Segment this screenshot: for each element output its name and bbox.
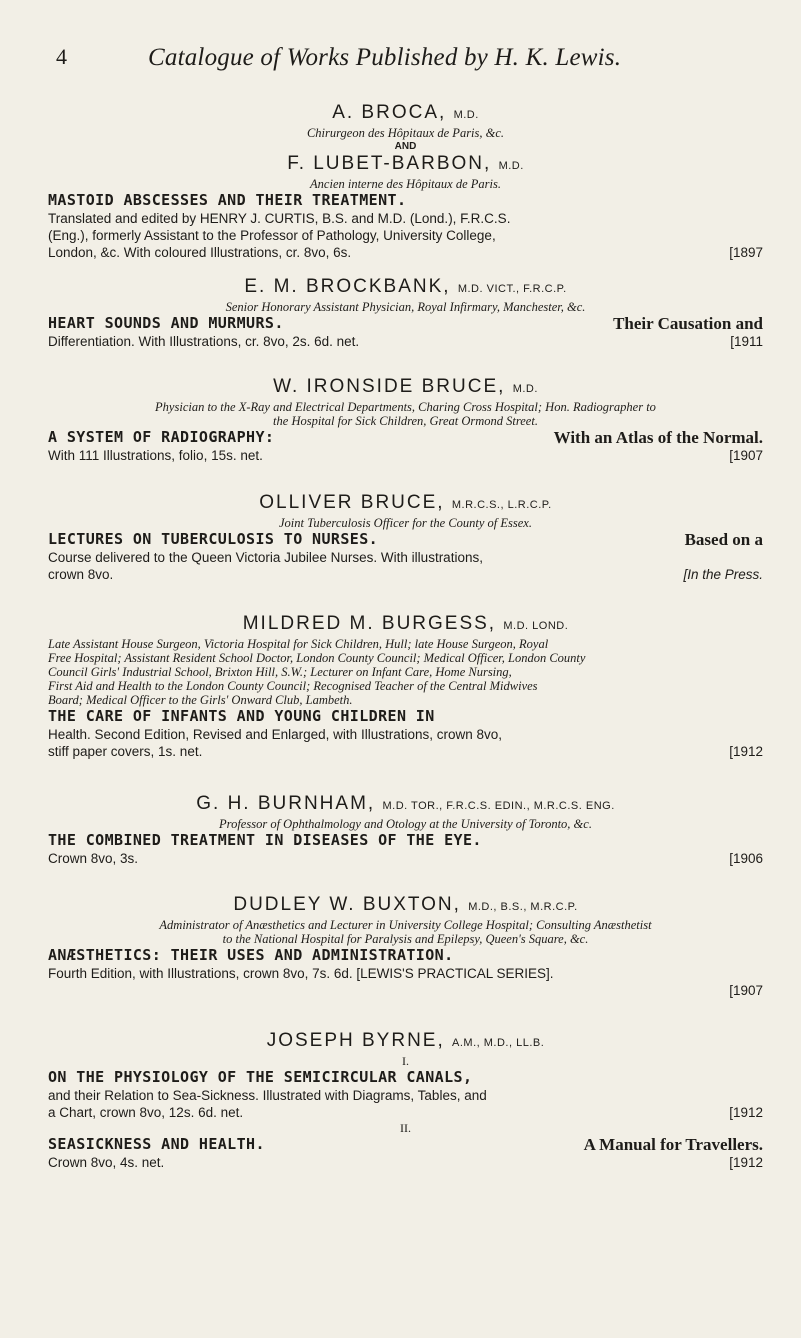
book-description: Health. Second Edition, Revised and Enlarged, with Illustrations, crown 8vo, stiff paper covers, 1s. net. [1912 [48, 727, 763, 759]
catalogue-entry-broca [48, 102, 763, 261]
author-name: F. LUBET-BARBON, M.D. [287, 153, 524, 174]
author-affiliation: Ancien interne des Hôpitaux de Paris. [310, 177, 501, 191]
author-name: JOSEPH BYRNE, A.M., M.D., LL.B. [266, 1030, 545, 1051]
book-description: Translated and edited by HENRY J. CURTIS, B.S. and M.D. (Lond.), F.R.C.S. (Eng.), formerly Assistant to the Professor of Pathology, University College, London, &c. With coloured Illustrations, cr. 8vo, 6s. [1897 [48, 211, 763, 260]
book-title: ON THE PHYSIOLOGY OF THE SEMICIRCULAR CANALS, [48, 1068, 473, 1086]
author-affiliation: Professor of Ophthalmology and Otology at the University of Toronto, &c. [219, 817, 592, 831]
book-description: and their Relation to Sea-Sickness. Illustrated with Diagrams, Tables, and a Chart, crown 8vo, 12s. 6d. net. [1912 [48, 1088, 763, 1120]
part-numeral: II. [400, 1121, 411, 1135]
book-description: With 111 Illustrations, folio, 15s. net. [1907 [48, 448, 763, 463]
and-separator: AND [394, 141, 417, 152]
book-description: Crown 8vo, 3s. [1906 [48, 851, 763, 866]
catalogue-entry-brockbank [48, 276, 763, 350]
part-numeral: I. [402, 1054, 409, 1068]
author-name: OLLIVER BRUCE, M.R.C.S., L.R.C.P. [259, 492, 552, 513]
author-affiliation: Senior Honorary Assistant Physician, Royal Infirmary, Manchester, &c. [225, 300, 586, 314]
author-affiliation: Chirurgeon des Hôpitaux de Paris, &c. [306, 126, 505, 140]
book-title: A SYSTEM OF RADIOGRAPHY: With an Atlas of the Normal. [48, 428, 763, 447]
catalogue-entry-byrne [48, 1030, 763, 1171]
book-title: HEART SOUNDS AND MURMURS. Their Causation and [48, 314, 763, 333]
author-affiliation: Physician to the X-Ray and Electrical Departments, Charing Cross Hospital; Hon. Radiographer to the Hospital for Sick Children, Great Ormond Street. [155, 400, 656, 428]
author-affiliation: Late Assistant House Surgeon, Victoria Hospital for Sick Children, Hull; late House Surgeon, Royal Free Hospital; Assistant Resident School Doctor, London County Council; Medical Officer, London County Council Girls' Industrial School, Brixton Hill, S.W.; Lecturer on Infant Care, Home Nursing, First Aid and Health to the London County Council; Recognised Teacher of the Central Midwives Board; Medical Officer to the Girls' Onward Club, Lambeth. [48, 637, 586, 707]
catalogue-entry-burnham [48, 793, 763, 867]
book-title: THE CARE OF INFANTS AND YOUNG CHILDREN IN [48, 707, 435, 725]
publication-year: [1912 [729, 1105, 763, 1120]
publication-year: [1907 [729, 983, 763, 998]
author-name: W. IRONSIDE BRUCE, M.D. [273, 376, 538, 397]
author-name: G. H. BURNHAM, M.D. TOR., F.R.C.S. EDIN., M.R.C.S. ENG. [196, 793, 615, 814]
book-title: THE COMBINED TREATMENT IN DISEASES OF THE EYE. [48, 831, 482, 849]
page-header [0, 44, 801, 84]
author-name: E. M. BROCKBANK, M.D. VICT., F.R.C.P. [244, 276, 567, 297]
author-affiliation: Administrator of Anæsthetics and Lecturer in University College Hospital; Consulting Anæsthetist to the National Hospital for Paralysis and Epilepsy, Queen's Square, &c. [159, 918, 652, 946]
author-name: A. BROCA, M.D. [332, 102, 479, 123]
publication-year: [1912 [729, 1155, 763, 1170]
catalogue-entry-ironside-bruce [48, 376, 763, 464]
catalogue-entry-burgess [48, 613, 763, 760]
publication-year: [1911 [730, 334, 763, 349]
author-name: DUDLEY W. BUXTON, M.D., B.S., M.R.C.P. [233, 894, 578, 915]
book-description: Fourth Edition, with Illustrations, crown 8vo, 7s. 6d. [LEWIS'S PRACTICAL SERIES]. [1907 [48, 966, 763, 998]
page-number: 4 [56, 44, 67, 69]
book-description: Differentiation. With Illustrations, cr. 8vo, 2s. 6d. net. [1911 [48, 334, 763, 349]
book-description: Crown 8vo, 4s. net. [1912 [48, 1155, 763, 1170]
catalogue-entry-olliver-bruce [48, 492, 763, 583]
publication-status: [In the Press. [683, 567, 763, 582]
running-title: Catalogue of Works Published by H. K. Lewis. [148, 44, 622, 71]
publication-year: [1897 [729, 245, 763, 260]
book-title: MASTOID ABSCESSES AND THEIR TREATMENT. [48, 191, 407, 209]
author-affiliation: Joint Tuberculosis Officer for the County of Essex. [279, 516, 532, 530]
publication-year: [1912 [729, 744, 763, 759]
book-title: LECTURES ON TUBERCULOSIS TO NURSES. Based on a [48, 530, 763, 549]
book-title: ANÆSTHETICS: THEIR USES AND ADMINISTRATION. [48, 946, 454, 964]
author-name: MILDRED M. BURGESS, M.D. LOND. [242, 613, 569, 634]
book-description: Course delivered to the Queen Victoria Jubilee Nurses. With illustrations, crown 8vo. [In the Press. [48, 550, 763, 582]
catalogue-entry-buxton [48, 894, 763, 999]
book-title: SEASICKNESS AND HEALTH. A Manual for Travellers. [48, 1135, 763, 1154]
publication-year: [1906 [729, 851, 763, 866]
publication-year: [1907 [729, 448, 763, 463]
